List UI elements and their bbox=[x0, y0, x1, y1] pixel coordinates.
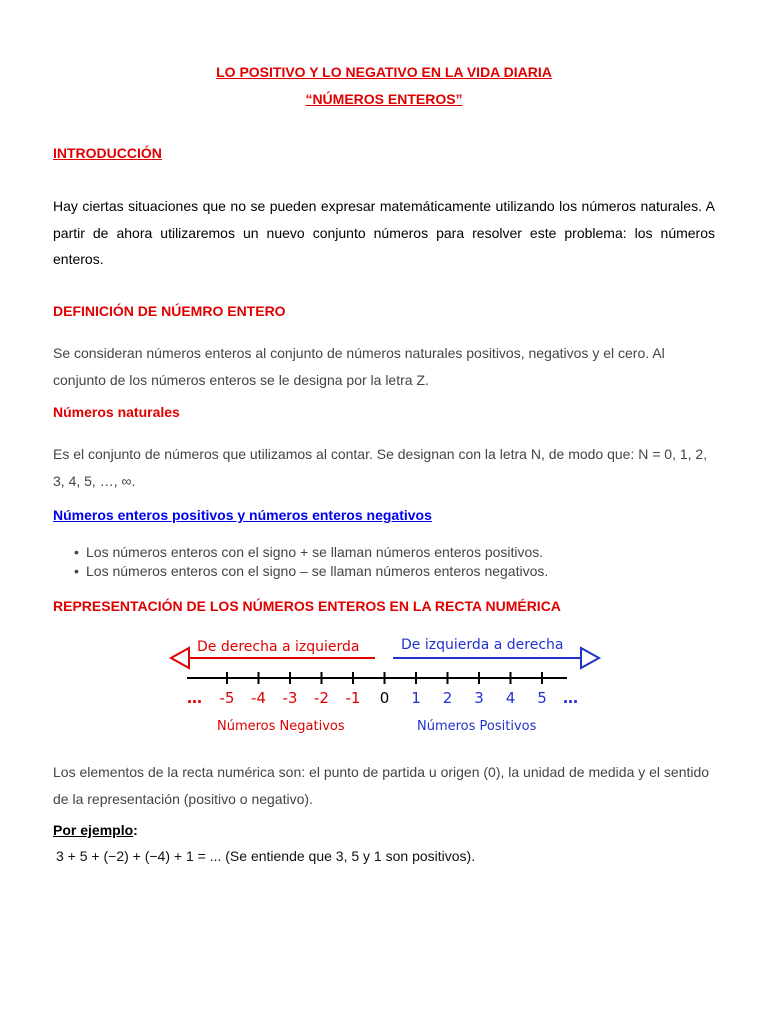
arrow-right-icon bbox=[581, 648, 599, 668]
left-arrow bbox=[171, 639, 375, 668]
example-label-text: Por ejemplo bbox=[53, 822, 134, 838]
naturals-heading: Números naturales bbox=[53, 404, 180, 420]
tick-label: -2 bbox=[314, 689, 329, 707]
ellipsis-right: … bbox=[563, 689, 578, 707]
signed-numbers-list bbox=[74, 543, 549, 580]
tick-label: 1 bbox=[411, 689, 421, 707]
positive-caption: Números Positivos bbox=[417, 719, 537, 734]
tick-label: -4 bbox=[251, 689, 266, 707]
left-arrow-label: De derecha a izquierda bbox=[197, 639, 360, 655]
example-expression: 3 + 5 + (−2) + (−4) + 1 = ... (Se entiende que 3, 5 y 1 son positivos). bbox=[56, 848, 476, 864]
list-item-text: Los números enteros con el signo + se llaman números enteros positivos. bbox=[86, 544, 544, 560]
tick-label: 0 bbox=[379, 689, 390, 707]
negative-caption: Números Negativos bbox=[217, 719, 345, 734]
list-item bbox=[74, 543, 548, 562]
definition-heading: DEFINICIÓN DE NÚEMRO ENTERO bbox=[53, 303, 286, 319]
document-title: LO POSITIVO Y LO NEGATIVO EN LA VIDA DIARIA bbox=[216, 64, 552, 80]
bullet-icon: • bbox=[74, 562, 79, 579]
list-item-text: Los números enteros con el signo – se llaman números enteros negativos. bbox=[86, 562, 549, 579]
right-arrow-label: De izquierda a derecha bbox=[401, 637, 564, 653]
intro-paragraph: Hay ciertas situaciones que no se pueden expresar matemáticamente utilizando los números naturales. A partir de ahora utilizaremos un nuevo conjunto números para resolver este problema: los números enteros. bbox=[53, 198, 715, 267]
example-label bbox=[53, 822, 138, 838]
bullet-icon: • bbox=[74, 544, 79, 560]
tick-label: 2 bbox=[442, 689, 453, 707]
tick-label: 3 bbox=[474, 689, 484, 707]
document-subtitle: “NÚMEROS ENTEROS” bbox=[305, 91, 463, 107]
signed-numbers-link[interactable]: Números enteros positivos y números enteros negativos bbox=[53, 507, 432, 523]
number-line-figure bbox=[165, 626, 605, 741]
arrow-left-icon bbox=[171, 648, 189, 668]
tick-label: 4 bbox=[505, 689, 516, 707]
definition-paragraph: Se consideran números enteros al conjunto de números naturales positivos, negativos y el cero. Al conjunto de los números enteros se le designa por la letra Z. bbox=[53, 345, 665, 388]
tick-label: 5 bbox=[537, 689, 547, 707]
representation-paragraph: Los elementos de la recta numérica son: el punto de partida u origen (0), la unidad de medida y el sentido de la representación (positivo o negativo). bbox=[53, 764, 710, 807]
list-item bbox=[74, 562, 549, 581]
example-label-colon: : bbox=[133, 822, 138, 838]
tick-label: -1 bbox=[345, 689, 361, 707]
representation-heading: REPRESENTACIÓN DE LOS NÚMEROS ENTEROS EN LA RECTA NUMÉRICA bbox=[53, 598, 561, 614]
tick-label: -3 bbox=[282, 689, 298, 707]
tick-label: -5 bbox=[219, 689, 235, 707]
right-arrow bbox=[393, 637, 599, 668]
naturals-paragraph: Es el conjunto de números que utilizamos al contar. Se designan con la letra N, de modo que: N = 0, 1, 2, 3, 4, 5, …, ∞. bbox=[53, 446, 708, 489]
intro-heading: INTRODUCCIÓN bbox=[53, 145, 162, 161]
ellipsis-left: … bbox=[187, 689, 202, 707]
